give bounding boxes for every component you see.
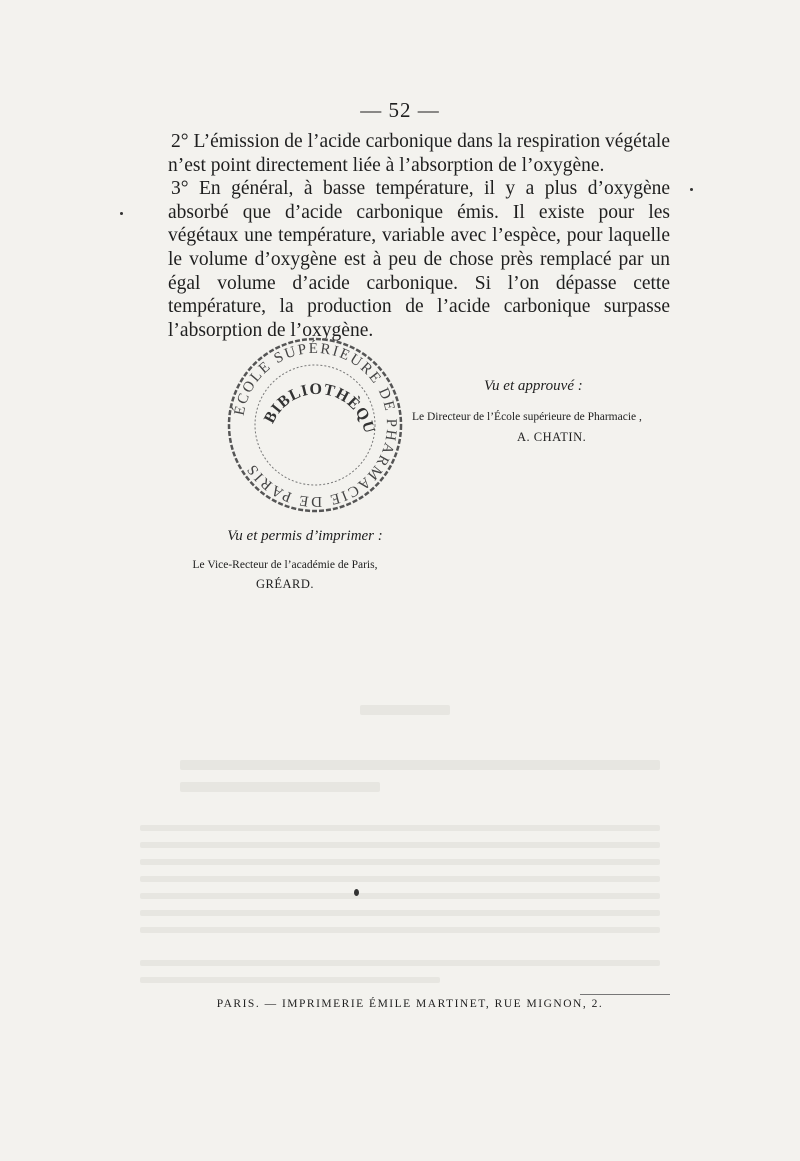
paragraph-2: 2° L’émission de l’acide carbonique dans la respiration végétale n’est point directement liée à l’absorption de l’oxygène. <box>168 131 670 176</box>
permission-name: GRÉARD. <box>255 577 315 591</box>
page-number: — 52 — <box>360 98 440 122</box>
approval-block <box>412 378 672 445</box>
approval-name: A. CHATIN. <box>517 430 587 444</box>
printer-line: PARIS. — IMPRIMERIE ÉMILE MARTINET, RUE MIGNON, 2. <box>216 998 604 1010</box>
library-stamp <box>220 330 410 520</box>
approval-title: Le Directeur de l’École supérieure de Pharmacie , <box>412 411 642 423</box>
paragraph-3: 3° En général, à basse température, il y a plus d’oxygène absorbé que d’acide carbonique émis. Il existe pour les végétaux une température, variable avec l’espèce, pour laquelle le volume d’oxygène est à peu de chose près remplacé par un égal volume d’acide carbonique. Si l’on dépasse cette température, la production de l’acide carbonique surpasse l’absorption de l’oxygène. <box>168 178 670 341</box>
permission-label: Vu et permis d’imprimer : <box>227 528 383 544</box>
ink-speck <box>354 889 359 896</box>
permission-title: Le Vice-Recteur de l’académie de Paris, <box>192 559 378 571</box>
stamp-inner-text: BIBLIOTHÈQU <box>261 380 378 436</box>
divider <box>580 994 670 995</box>
stamp-icon <box>220 330 410 520</box>
body-text <box>168 130 670 342</box>
stamp-outer-text: ÉCOLE SUPÉRIEURE DE PHARMACIE DE PARIS <box>231 340 400 510</box>
ink-speck <box>120 212 123 215</box>
ink-speck <box>690 188 693 191</box>
approval-label: Vu et approuvé : <box>484 378 583 394</box>
permission-block <box>150 528 420 592</box>
